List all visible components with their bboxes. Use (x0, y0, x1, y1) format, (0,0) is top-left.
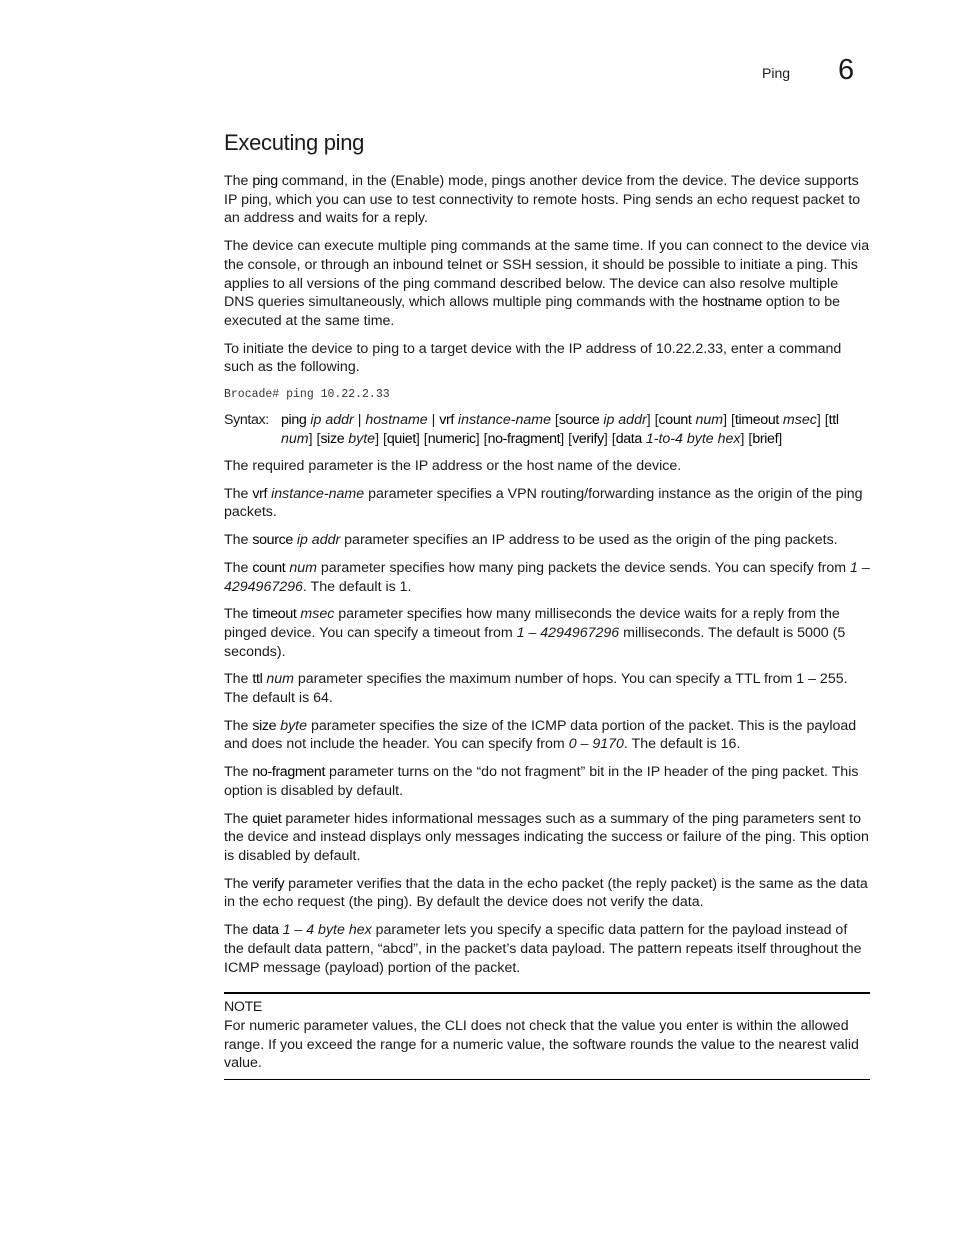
keyword: ttl (252, 671, 263, 688)
text-run: ] (778, 431, 783, 448)
note-box (224, 992, 870, 1080)
keyword: ttl (828, 412, 839, 429)
param-no-fragment (224, 763, 870, 800)
keyword: quiet (252, 810, 282, 827)
keyword: verify (252, 875, 285, 892)
text-run: parameter lets you specify a specific data pattern for the payload instead of the default data pattern, “abcd”, in the packet’s data payload. The pattern repeats itself throughout the ICMP message (payload) portion of the packet. (224, 922, 862, 976)
keyword: brief (752, 431, 779, 448)
keyword: size (320, 431, 345, 448)
keyword: count (658, 412, 692, 429)
intro-paragraph-3: To initiate the device to ping to a target device with the IP address of 10.22.2.33, enter a command such as the following. (224, 340, 842, 376)
text-run: ] [ (375, 431, 387, 448)
variable: hostname (365, 412, 428, 429)
text-run: . The default is 1. (302, 578, 412, 595)
param-verify (224, 875, 870, 912)
variable: ip addr (296, 532, 341, 549)
text-run: The (224, 559, 253, 576)
keyword: timeout (252, 606, 297, 623)
keyword: size (252, 717, 277, 734)
code-example: Brocade# ping 10.22.2.33 (224, 388, 390, 402)
variable: num (289, 559, 317, 576)
keyword: vrf (252, 485, 268, 502)
variable: num (281, 431, 309, 448)
keyword: no-fragment (487, 431, 561, 448)
keyword: data (615, 431, 642, 448)
param-data (224, 921, 870, 977)
keyword: timeout (734, 412, 779, 429)
keyword: verify (572, 431, 604, 448)
text-run: The (224, 764, 253, 781)
syntax-body (281, 411, 870, 449)
intro-paragraph-1: The ping command, in the (Enable) mode, pings another device from the device. The device supports IP ping, which you can use to test connectivity to remote hosts. Ping sends an echo request packet to an address and waits for a reply. (224, 173, 861, 227)
variable: msec (782, 412, 817, 429)
text-run: | (353, 412, 366, 429)
text-run: The (224, 485, 253, 502)
variable: ip addr (603, 412, 647, 429)
text-run: ] [ (740, 431, 753, 448)
text-run: ] [ (723, 412, 735, 429)
text-run: parameter specifies an IP address to be used as the origin of the ping packets. (340, 532, 838, 549)
keyword: quiet (386, 431, 416, 448)
variable: 1 – 4294967296 (224, 559, 870, 595)
text-run: The (224, 606, 253, 623)
syntax-label: Syntax: (224, 412, 269, 429)
main-content (224, 130, 870, 1080)
text-run: The (224, 875, 253, 892)
keyword: ping (281, 412, 307, 429)
text-run: ] [ (308, 431, 321, 448)
parameter-descriptions (224, 457, 870, 977)
param-quiet (224, 810, 870, 866)
text-run: The (224, 671, 253, 688)
text-run: [ (550, 412, 559, 429)
text-run: . The default is 16. (623, 736, 741, 753)
variable: instance-name (271, 485, 365, 502)
chapter-number: 6 (838, 54, 855, 86)
text-run: parameter specifies how many milliseconds the device waits for a reply from the pinged device. You can specify a timeout from (224, 606, 840, 641)
param-size (224, 717, 870, 754)
variable: num (266, 671, 294, 688)
keyword: data (252, 922, 279, 939)
text-run: milliseconds. The default is 5000 (5 seconds). (224, 624, 846, 660)
keyword: numeric (427, 431, 476, 448)
keyword: source (252, 532, 293, 549)
text-run: The (224, 810, 253, 827)
text-run: parameter specifies a VPN routing/forwarding instance as the origin of the ping packets. (224, 485, 863, 521)
text-run: ] [ (816, 412, 829, 429)
text-run: The (224, 532, 253, 549)
text-run: ] [ (646, 412, 659, 429)
intro-paragraph-2: The device can execute multiple ping commands at the same time. If you can connect to the device via the console, or through an inbound telnet or SSH session, it should be possible to initiate a ping. This applies to all versions of the ping command described below. The device can also resolve multiple DNS queries simultaneously, which allows multiple ping commands with the hostname option to be executed at the same time. (224, 238, 870, 329)
param-vrf (224, 485, 870, 522)
text-run: parameter specifies the size of the ICMP data portion of the packet. This is the payload and does not include the header. You can specify from (224, 717, 857, 753)
text-run: The (224, 717, 253, 734)
keyword: source (558, 412, 600, 429)
param-timeout (224, 605, 870, 661)
variable: 1 – 4294967296 (516, 624, 620, 641)
text-run: The required parameter is the IP address or the host name of the device. (224, 458, 682, 475)
text-run: parameter turns on the “do not fragment” bit in the IP header of the ping packet. This option is disabled by default. (224, 764, 859, 799)
variable: 1 – 4 byte hex (282, 922, 372, 939)
keyword-ping: ping (252, 173, 278, 189)
keyword: vrf (439, 412, 454, 429)
keyword: no-fragment (252, 764, 326, 781)
variable: byte (280, 717, 308, 734)
text-run: The (224, 922, 253, 939)
text-run: parameter specifies how many ping packets the device sends. You can specify from (316, 559, 851, 576)
note-title: NOTE (224, 999, 263, 1016)
text-run: ] [ (603, 431, 616, 448)
param-required (224, 457, 870, 476)
variable: byte (348, 431, 376, 448)
variable: 0 – 9170 (568, 736, 624, 753)
note-text: For numeric parameter values, the CLI does not check that the value you enter is within the allowed range. If you exceed the range for a numeric value, the software rounds the value to the nearest valid value. (224, 1017, 859, 1072)
syntax-block (224, 411, 870, 449)
keyword: count (252, 559, 286, 576)
text-run: parameter hides informational messages such as a summary of the ping parameters sent to the device and instead displays only messages indicating the success or failure of the ping. This option is disabled by default. (224, 810, 869, 864)
text-run: ] [ (560, 431, 573, 448)
param-source (224, 531, 870, 550)
variable: 1-to-4 byte hex (645, 431, 741, 448)
variable: instance-name (457, 412, 551, 429)
param-ttl (224, 670, 870, 707)
text-run: parameter verifies that the data in the echo packet (the reply packet) is the same as the data in the echo request (the ping). By default the device does not verify the data. (224, 875, 868, 911)
text-run: ] [ (475, 431, 488, 448)
section-title: Executing ping (224, 130, 365, 155)
running-header-section: Ping (762, 65, 791, 81)
text-run: parameter specifies the maximum number of hops. You can specify a TTL from 1 – 255. The default is 64. (224, 671, 848, 707)
variable: num (695, 412, 724, 429)
variable: ip addr (310, 412, 354, 429)
param-count (224, 559, 870, 596)
keyword-hostname: hostname (702, 294, 762, 311)
text-run: | (427, 412, 440, 429)
variable: msec (300, 606, 335, 623)
text-run: ] [ (415, 431, 428, 448)
